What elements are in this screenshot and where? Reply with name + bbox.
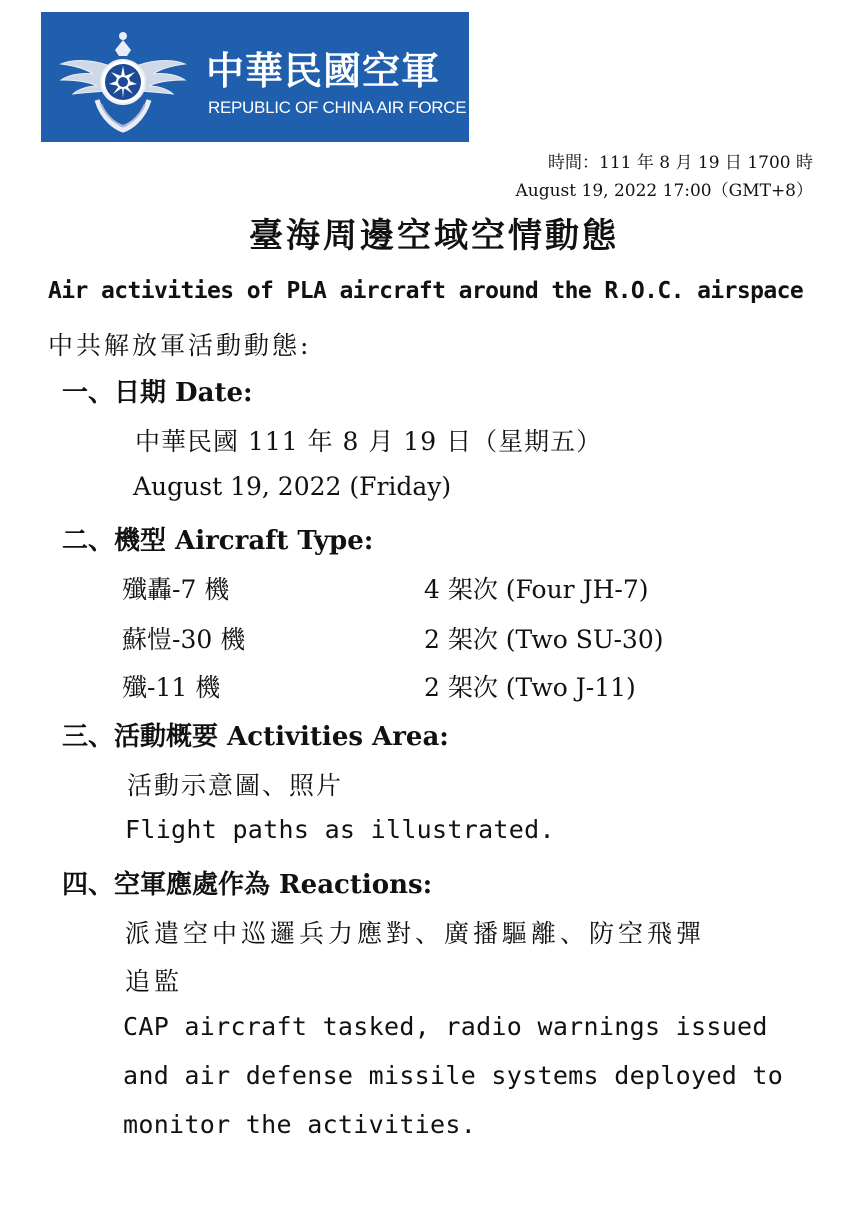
subtitle-en: Air activities of PLA aircraft around the R.O.C. airspace xyxy=(48,278,804,304)
subtitle-cn: 中共解放軍活動動態: xyxy=(48,331,312,360)
header-banner xyxy=(41,12,469,142)
page-title: 臺海周邊空域空情動態 xyxy=(249,216,619,256)
date-cn: 中華民國 111 年 8 月 19 日（星期五） xyxy=(135,427,603,456)
aircraft-count: 2 架次 (Two SU-30) xyxy=(424,625,664,654)
section-aircraft-heading: 二、機型 Aircraft Type: xyxy=(62,526,374,556)
date-en: August 19, 2022 (Friday) xyxy=(133,472,452,501)
aircraft-name: 蘇愷-30 機 xyxy=(122,625,246,654)
org-name-en: REPUBLIC OF CHINA AIR FORCE xyxy=(208,98,467,117)
timestamp-en: August 19, 2022 17:00（GMT+8） xyxy=(515,181,813,201)
reactions-cn-line: 追監 xyxy=(125,967,184,996)
aircraft-name: 殲-11 機 xyxy=(122,673,221,702)
section-reactions-heading: 四、空軍應處作為 Reactions: xyxy=(62,870,433,900)
section-area-heading: 三、活動概要 Activities Area: xyxy=(62,722,449,752)
reactions-en-line: monitor the activities. xyxy=(123,1110,477,1139)
timestamp-cn: 時間：111 年 8 月 19 日 1700 時 xyxy=(548,153,813,173)
aircraft-count: 2 架次 (Two J-11) xyxy=(424,673,636,702)
reactions-en-line: and air defense missile systems deployed to xyxy=(123,1061,784,1090)
org-name-cn: 中華民國空軍 xyxy=(206,49,441,93)
reactions-cn-line: 派遣空中巡邏兵力應對、廣播驅離、防空飛彈 xyxy=(125,919,706,948)
aircraft-count: 4 架次 (Four JH-7) xyxy=(424,575,649,604)
area-en: Flight paths as illustrated. xyxy=(125,815,555,844)
area-cn: 活動示意圖、照片 xyxy=(127,771,344,800)
air-force-emblem-icon xyxy=(57,20,189,138)
section-date-heading: 一、日期 Date: xyxy=(62,378,253,408)
reactions-en-line: CAP aircraft tasked, radio warnings issued xyxy=(123,1012,768,1041)
aircraft-name: 殲轟-7 機 xyxy=(122,575,230,604)
